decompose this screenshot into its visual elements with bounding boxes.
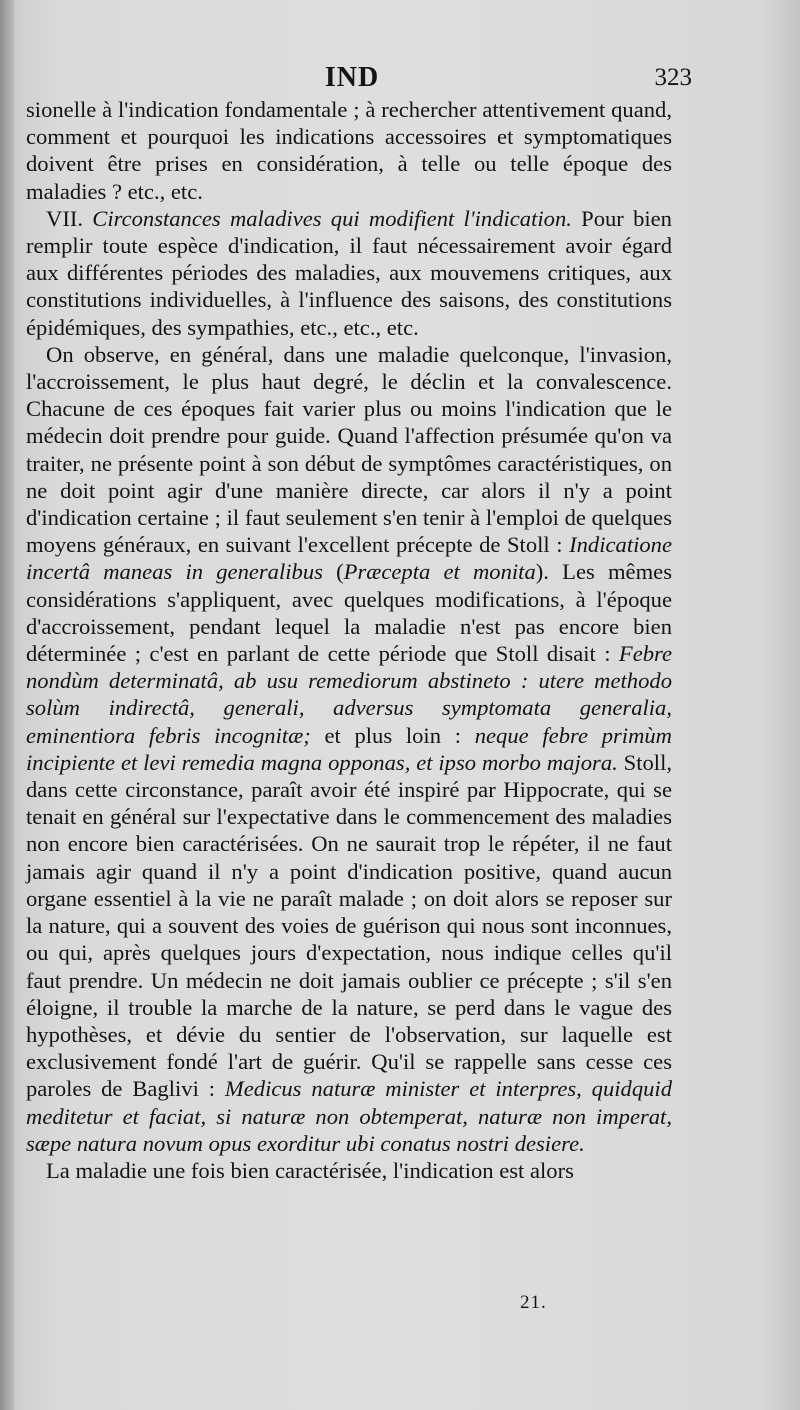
italic-text-segment: neque febre primùm incipiente et levi remedia magna opponas, et ipso morbo majora. bbox=[26, 722, 673, 775]
paragraph bbox=[26, 205, 672, 341]
running-head: IND bbox=[324, 62, 380, 93]
page-header bbox=[24, 58, 692, 98]
italic-text-segment: Febre nondùm determinatâ, ab usu remediorum abstineto : utere methodo solùm indirectâ, generali, adversus symptomata generalia, eminentiora febris incognitæ; bbox=[26, 641, 672, 748]
italic-text-segment: Circonstances maladives qui modifient l'indication. bbox=[92, 205, 572, 231]
italic-text-segment: Præcepta et monita bbox=[343, 559, 536, 585]
signature-mark: 21. bbox=[520, 1292, 547, 1313]
paragraph bbox=[26, 1157, 672, 1184]
paragraph bbox=[26, 96, 672, 205]
text-segment: VII. bbox=[46, 205, 93, 231]
italic-text-segment: Medicus naturæ minister et interpres, quidquid meditetur et faciat, si naturæ non obtemperat, naturæ non imperat, sæpe natura novum opus exorditur ubi conatus nostri desiere. bbox=[26, 1076, 673, 1156]
text-segment: et plus loin : bbox=[310, 722, 475, 748]
text-segment: ). Les mêmes considérations s'appliquent, avec quelques modifications, à l'époque d'accroissement, pendant lequel la maladie n'est pas encore bien déterminée ; c'est en parlant de cette période que Stoll disait : bbox=[26, 559, 672, 667]
italic-text-segment: Indicatione incertâ maneas in generalibus bbox=[26, 532, 672, 585]
text-segment: ( bbox=[322, 559, 344, 585]
text-segment: On observe, en général, dans une maladie quelconque, l'invasion, l'accroissement, le plus haut degré, le déclin et la convalescence. Chacune de ces époques fait varier plus ou moins l'indication que le médecin doit prendre pour guide. Quand l'affection présumée qu'on va traiter, ne présente point à son début de symptômes caractéristiques, on ne doit point agir d'une manière directe, car alors il n'y a point d'indication certaine ; il faut seulement s'en tenir à l'emploi de quelques moyens généraux, en suivant l'excellent précepte de Stoll : bbox=[26, 341, 672, 558]
text-segment: La maladie une fois bien caractérisée, l'indication est alors bbox=[46, 1157, 574, 1183]
text-segment: sionelle à l'indication fondamentale ; à rechercher attentivement quand, comment et pourquoi les indications accessoires et symptomatiques doivent être prises en considération, à telle ou telle époque des maladies ? etc., etc. bbox=[26, 97, 672, 204]
text-segment: Stoll, dans cette circonstance, paraît avoir été inspiré par Hippocrate, qui se tenait en général sur l'expectative dans le commencement des maladies non encore bien caractérisées. On ne saurait trop le répéter, il ne faut jamais agir quand il n'y a point d'indication positive, quand aucun organe essentiel à la vie ne paraît malade ; on doit alors se reposer sur la nature, qui a souvent des voies de guérison qui nous sont inconnues, ou qui, après quelques jours d'expectation, nous indique celles qu'il faut prendre. Un médecin ne doit jamais oublier ce précepte ; s'il s'en éloigne, il trouble la marche de la nature, se perd dans le vague des hypothèses, et dévie du sentier de l'observation, sur laquelle est exclusivement fondé l'art de guérir. Qu'il se rappelle sans cesse ces paroles de Baglivi : bbox=[26, 749, 672, 1102]
paragraph bbox=[26, 341, 672, 1157]
page-gutter-shadow bbox=[0, 0, 14, 1410]
body-text bbox=[26, 96, 672, 1184]
text-segment: Pour bien remplir toute espèce d'indication, il faut nécessairement avoir égard aux différentes périodes des maladies, aux mouvemens critiques, aux constitutions individuelles, à l'influence des saisons, des constitutions épidémiques, des sympathies, etc., etc., etc. bbox=[26, 205, 672, 340]
page-number: 323 bbox=[654, 64, 692, 91]
